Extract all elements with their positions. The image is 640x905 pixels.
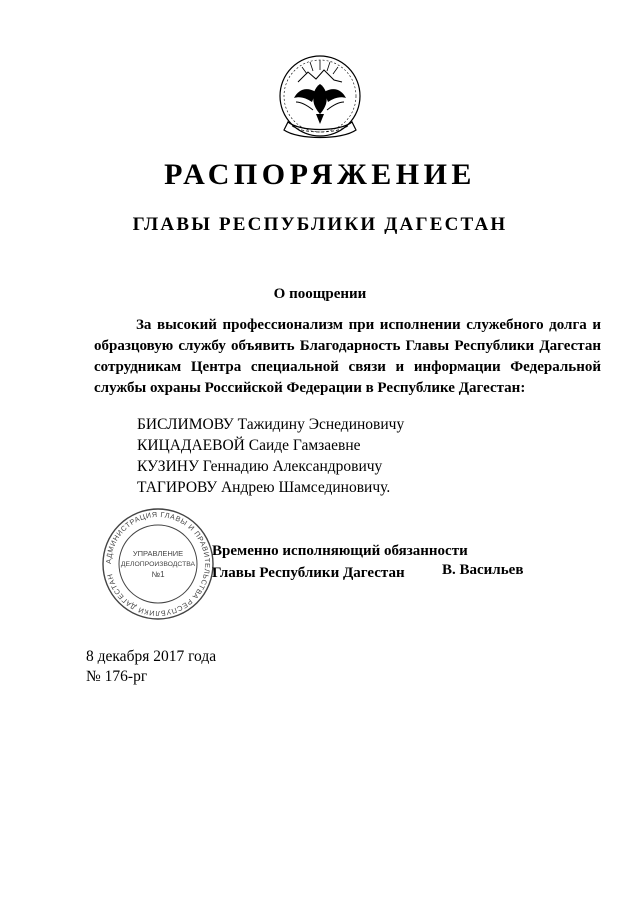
document-footer [86, 647, 216, 687]
signatory-name: В. Васильев [442, 562, 524, 578]
document-number: № 176-рг [86, 668, 148, 685]
recipient-item: БИСЛИМОВУ Тажидину Эснединовичу [137, 416, 405, 433]
signatory-position [212, 540, 468, 584]
document-date: 8 декабря 2017 года [86, 648, 217, 665]
recipient-item: КУЗИНУ Геннадию Александровичу [137, 458, 383, 475]
recipient-item: КИЦАДАЕВОЙ Саиде Гамзаевне [137, 437, 361, 454]
recipient-item: ТАГИРОВУ Андрею Шамсединовичу. [137, 479, 391, 496]
stamp-line2: ДЕЛОПРОИЗВОДСТВА [120, 561, 196, 568]
stamp-line1: УПРАВЛЕНИЕ [132, 549, 184, 558]
signatory-position-line: Временно исполняющий обязанности [212, 543, 468, 559]
document-heading: О поощрении [273, 286, 367, 302]
stamp-outer-text: АДМИНИСТРАЦИЯ ГЛАВЫ И ПРАВИТЕЛЬСТВА РЕСПУБЛИКИ ДАГЕСТАН [103, 509, 213, 619]
document-body: За высокий профессионализм при исполнении служебного долга и образцовую службу объявить Благодарность Главы Республики Дагестан сотрудникам Центра специальной связи и информации Федеральной службы охраны Российской Федерации в Республике Дагестан: [94, 317, 601, 396]
document-title: РАСПОРЯЖЕНИЕ [164, 158, 476, 191]
document-subtitle: ГЛАВЫ РЕСПУБЛИКИ ДАГЕСТАН [132, 214, 508, 235]
recipient-list [137, 414, 404, 498]
official-stamp [100, 506, 216, 622]
coat-of-arms-icon [276, 52, 364, 144]
stamp-line3: №1 [151, 570, 165, 579]
signatory-position-line: Главы Республики Дагестан [212, 565, 405, 581]
